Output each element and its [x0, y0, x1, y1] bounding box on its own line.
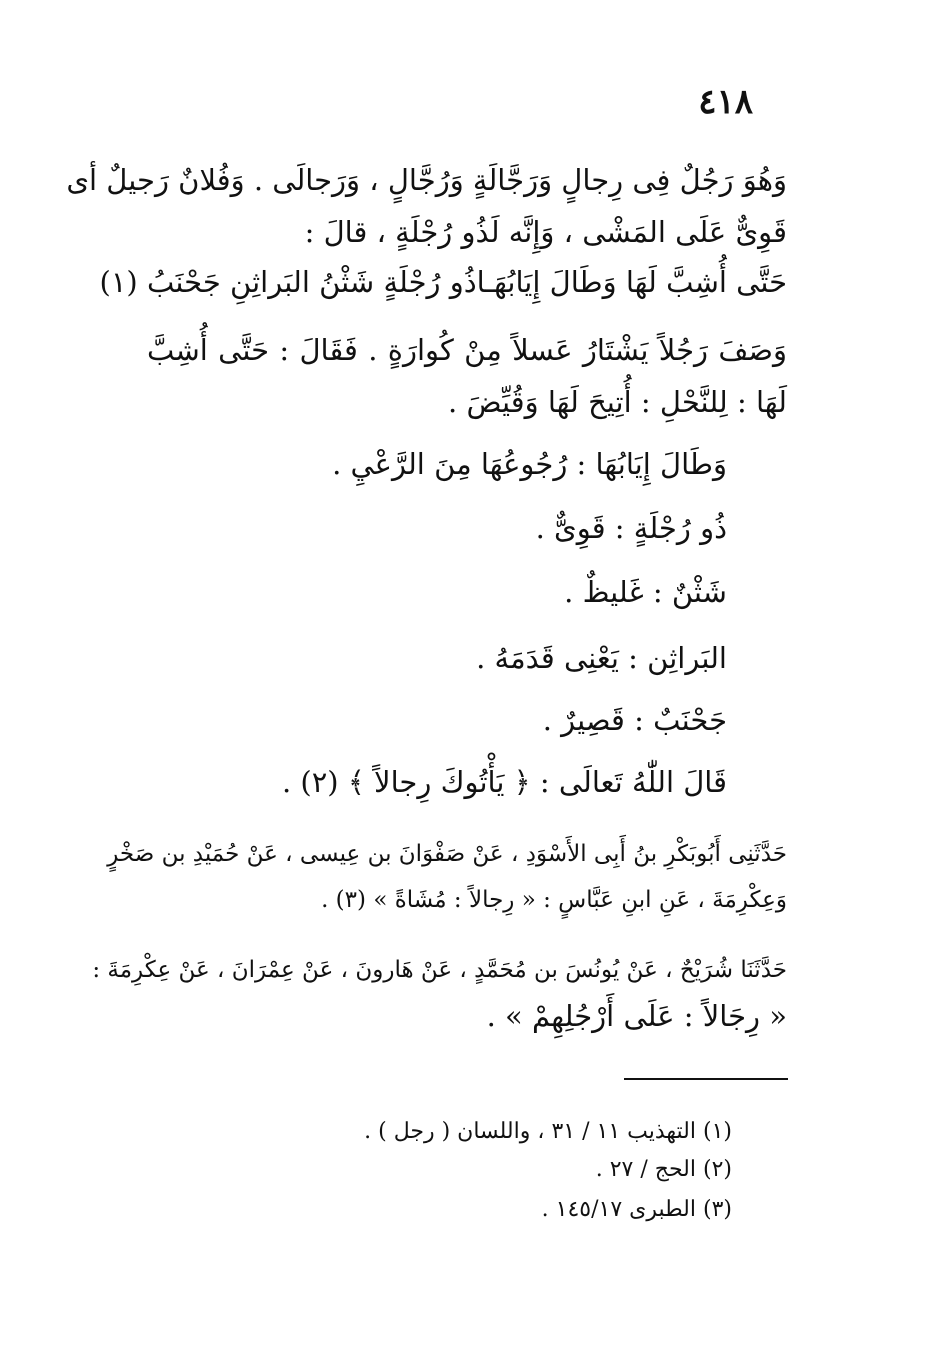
hadith-1-line-2: وَعِكْرِمَةَ ، عَنِ ابنِ عَبَّاسٍ : « رِجالاً : مُشَاةً » (٣) .: [321, 887, 787, 913]
footnote-2: (٢) الحج / ٢٧ .: [595, 1157, 732, 1182]
verse-second-hemistich: ذُو رُجْلَةٍ شَثْنُ البَراثِنِ جَحْنَبُ (١): [99, 265, 477, 299]
gloss-line-3: شَثْنٌ : غَليظٌ .: [564, 575, 727, 609]
gloss-line-5: جَحْنَبٌ : قَصِيرٌ .: [542, 703, 727, 737]
footnote-1: (١) التهذيب ١١ / ٣١ ، واللسان ( رجل ) .: [364, 1119, 732, 1144]
verse-first-hemistich: حَتَّى أُشِبَّ لَهَا وَطَالَ إِيَابُهَـا: [476, 265, 787, 299]
body-line-1: وَهُوَ رَجُلٌ فِى رِجالٍ وَرَجَّالَةٍ وَرُجَّالٍ ، وَرَجالَى . وَفُلانٌ رَجيلٌ أى: [66, 163, 787, 197]
hadith-2-line-1: حَدَّثَنَا شُرَيْحٌ ، عَنْ يُونُسَ بن مُحَمَّدٍ ، عَنْ هَارونَ ، عَنْ عِمْرَانَ ، عَنْ عِكْرِمَةَ :: [92, 957, 787, 983]
page-number: ٤١٨: [698, 82, 753, 122]
hadith-1-line-1: حَدَّثَنِى أَبُوبَكْرِ بنُ أَبِى الأَسْوَدِ ، عَنْ صَفْوَانَ بن عِيسى ، عَنْ حُمَيْدِ بن صَخْرٍ: [107, 841, 787, 867]
gloss-line-4: البَراثِن : يَعْنِى قَدَمَهُ .: [476, 641, 727, 675]
gloss-line-1: وَطَالَ إِيَابُهَا : رُجُوعُهَا مِنَ الرَّعْيِ .: [332, 447, 727, 481]
poetry-verse: [99, 262, 787, 302]
quran-citation: قَالَ اللّٰهُ تَعالَى : ﴿ يَأْتُوكَ رِجالاً ﴾ (٢) .: [281, 765, 727, 799]
body-line-5: لَهَا : لِلنَّحْلِ : أُتِيحَ لَهَا وَقُيِّضَ .: [448, 385, 787, 419]
footnote-3: (٣) الطبرى ١٤٥/١٧ .: [541, 1197, 732, 1222]
body-line-2: قَوِىٌّ عَلَى المَشْى ، وَإِنَّه لَذُو رُجْلَةٍ ، قالَ :: [304, 215, 787, 249]
hadith-2-line-2: « رِجَالاً : عَلَى أَرْجُلِهِمْ » .: [486, 999, 787, 1033]
gloss-line-2: ذُو رُجْلَةٍ : قَوِىٌّ .: [535, 511, 727, 545]
footnote-divider: [624, 1078, 788, 1080]
body-line-4: وَصَفَ رَجُلاً يَشْتَارُ عَسلاً مِنْ كُوارَةٍ . فَقَالَ : حَتَّى أُشِبَّ: [147, 333, 787, 367]
